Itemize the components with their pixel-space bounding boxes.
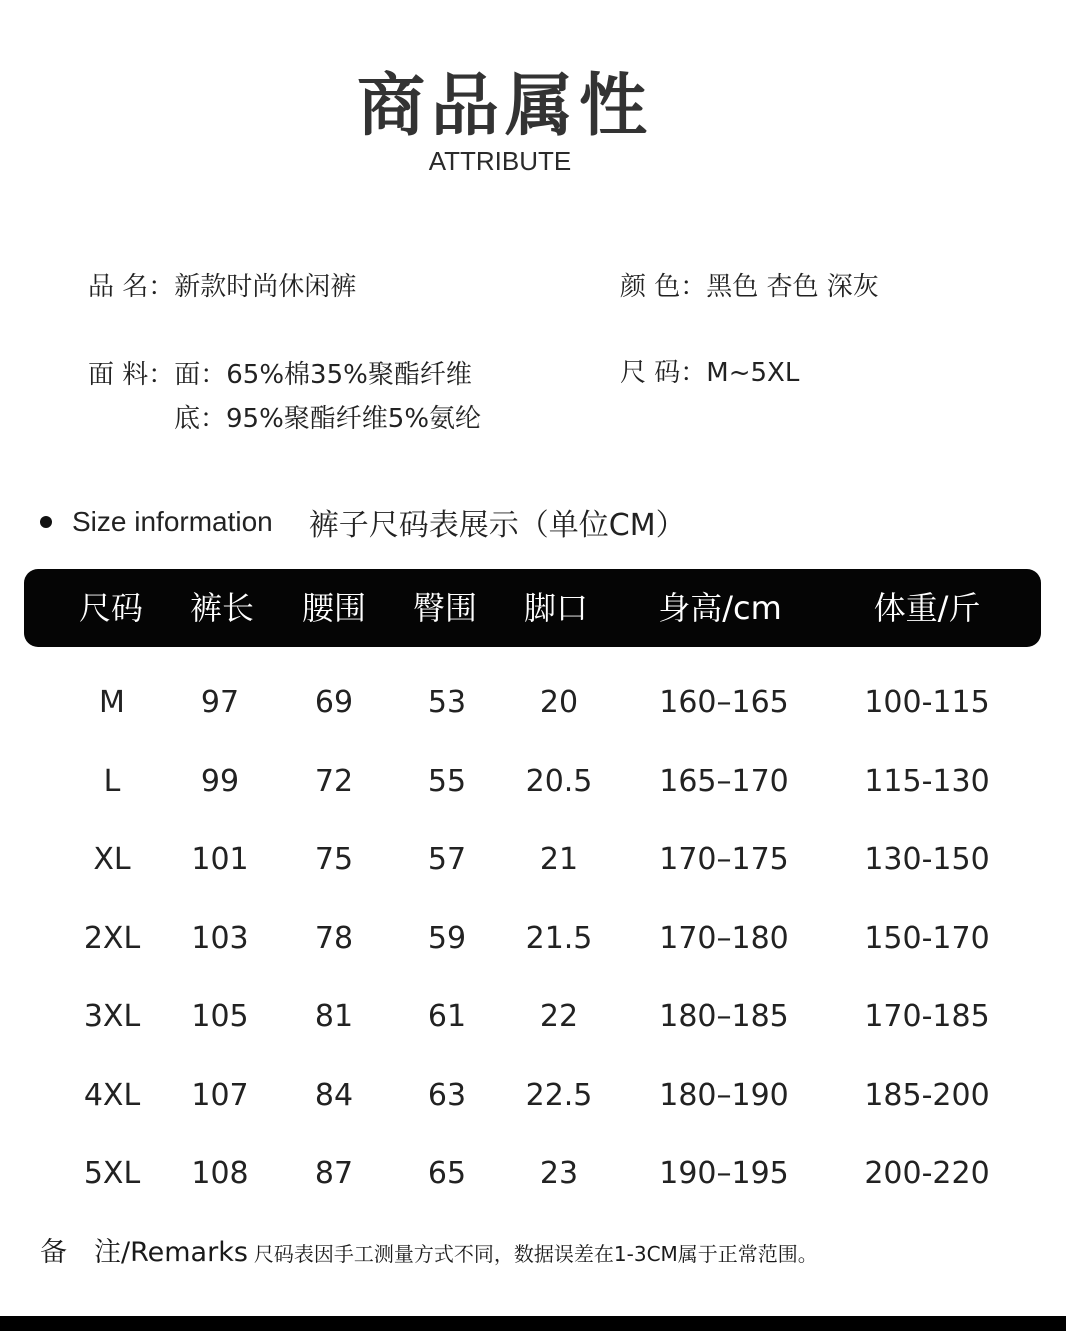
header-waist: 腰围 [301,589,367,627]
remarks-label: 备 注/Remarks [40,1237,248,1268]
size-info-chinese: 裤子尺码表展示（单位CM） [308,508,686,543]
cell-waist: 69 [314,685,354,720]
table-row [0,1071,1066,1121]
cell-length: 108 [191,1156,249,1191]
attr-product-name [88,266,356,303]
remarks-text: 尺码表因手工测量方式不同，数据误差在1-3CM属于正常范围。 [253,1242,818,1266]
header-length: 裤长 [189,589,255,627]
bullet-icon [40,516,52,528]
cell-hip: 57 [427,842,467,877]
cell-waist: 75 [314,842,354,877]
attr-fabric [88,354,472,391]
cell-weight: 100-115 [864,685,990,720]
cell-size: XL [93,842,131,877]
cell-length: 99 [200,764,240,799]
cell-weight: 150-170 [864,921,990,956]
remarks [40,1230,818,1269]
cell-size: M [99,685,125,720]
cell-hip: 63 [427,1078,467,1113]
header-weight: 体重/斤 [873,589,981,627]
attr-color [620,266,879,303]
cell-hip: 55 [427,764,467,799]
cell-waist: 72 [314,764,354,799]
attr-size [620,352,799,389]
size-info-heading [40,500,686,544]
bottom-bar [0,1316,1066,1331]
cell-hem: 22 [539,999,579,1034]
header-height: 身高/cm [658,589,782,627]
cell-length: 107 [191,1078,249,1113]
cell-hem: 23 [539,1156,579,1191]
table-row [0,835,1066,885]
table-row [0,757,1066,807]
header-hip: 臀围 [412,589,478,627]
cell-length: 97 [200,685,240,720]
cell-waist: 78 [314,921,354,956]
cell-length: 105 [191,999,249,1034]
header-size: 尺码 [78,589,144,627]
cell-waist: 81 [314,999,354,1034]
header-hem: 脚口 [523,589,589,627]
cell-height: 165–170 [659,764,789,799]
cell-hem: 21 [539,842,579,877]
attr-fabric-line1: 面：65%棉35%聚酯纤维 [174,360,472,390]
cell-length: 101 [191,842,249,877]
size-info-english: Size information [72,506,273,537]
attr-fabric-line2: 底：95%聚酯纤维5%氨纶 [174,404,482,434]
cell-weight: 115-130 [864,764,990,799]
cell-hem: 20 [539,685,579,720]
cell-hem: 20.5 [525,764,593,799]
attr-size-label: 尺 码： [620,358,707,388]
size-table-header [24,569,1041,647]
attr-color-label: 颜 色： [620,272,707,302]
cell-height: 180–190 [659,1078,789,1113]
page-title: 商品属性 [356,67,653,146]
cell-weight: 185-200 [864,1078,990,1113]
cell-hip: 59 [427,921,467,956]
cell-waist: 87 [314,1156,354,1191]
cell-hem: 21.5 [525,921,593,956]
table-row [0,678,1066,728]
cell-size: 3XL [83,999,141,1034]
cell-weight: 200-220 [864,1156,990,1191]
cell-length: 103 [191,921,249,956]
cell-height: 170–175 [659,842,789,877]
cell-size: 2XL [83,921,141,956]
cell-waist: 84 [314,1078,354,1113]
cell-height: 160–165 [659,685,789,720]
table-row [0,914,1066,964]
cell-height: 180–185 [659,999,789,1034]
cell-height: 190–195 [659,1156,789,1191]
attr-name-value: 新款时尚休闲裤 [174,272,357,302]
cell-weight: 130-150 [864,842,990,877]
table-row [0,1149,1066,1199]
cell-size: 4XL [83,1078,141,1113]
attr-fabric-label: 面 料： [88,360,175,390]
cell-hip: 53 [427,685,467,720]
cell-size: L [103,764,121,799]
page-subtitle: ATTRIBUTE [428,146,572,176]
cell-hem: 22.5 [525,1078,593,1113]
attr-color-value: 黑色 杏色 深灰 [706,272,879,302]
cell-hip: 61 [427,999,467,1034]
attr-size-value: M~5XL [706,358,800,388]
cell-height: 170–180 [659,921,789,956]
cell-size: 5XL [83,1156,141,1191]
cell-hip: 65 [427,1156,467,1191]
cell-weight: 170-185 [864,999,990,1034]
attr-name-label: 品 名： [88,272,175,302]
table-row [0,992,1066,1042]
